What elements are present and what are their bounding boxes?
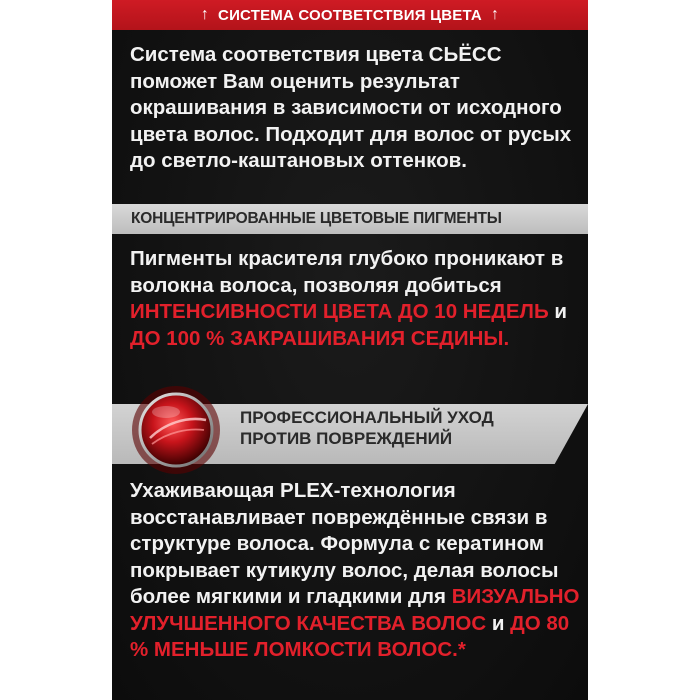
care-highlight-breakage: ДО 80 % МЕНЬШЕ ЛОМКОСТИ ВОЛОС.* [130, 611, 570, 661]
pigments-highlight-intensity: ИНТЕНСИВНОСТИ ЦВЕТА ДО 10 НЕДЕЛЬ [130, 300, 549, 323]
shield-emblem-icon [126, 380, 226, 480]
arrow-up-icon: ↑ [200, 6, 210, 23]
care-highlight-quality: ВИЗУАЛЬНО УЛУЧШЕННОГО КАЧЕСТВА ВОЛОС [130, 585, 580, 635]
product-info-panel [112, 0, 588, 700]
header-bar [112, 0, 588, 30]
header-title: СИСТЕМА СООТВЕТСТВИЯ ЦВЕТА [218, 6, 482, 24]
care-description: Ухаживающая PLEX-технология восстанавливает повреждённые связи в структуре волоса. Формула с кератином покрывает кутикулу волос, делая волосы более мягкими и гладкими для ВИЗУАЛЬНО УЛУЧШЕННОГО КАЧЕСТВА ВОЛОС и ДО 80 % МЕНЬШЕ ЛОМКОСТИ ВОЛОС.* [130, 479, 580, 661]
care-heading: ПРОФЕССИОНАЛЬНЫЙ УХОД ПРОТИВ ПОВРЕЖДЕНИЙ [240, 408, 494, 448]
pigments-heading: КОНЦЕНТРИРОВАННЫЕ ЦВЕТОВЫЕ ПИГМЕНТЫ [131, 210, 502, 227]
pigments-description: Пигменты красителя глубоко проникают в волокна волоса, позволяя добиться ИНТЕНСИВНОСТИ ЦВЕТА ДО 10 НЕДЕЛЬ и ДО 100 % ЗАКРАШИВАНИЯ СЕДИНЫ. [130, 247, 567, 350]
arrow-up-icon: ↑ [490, 6, 500, 23]
pigments-highlight-gray-coverage: ДО 100 % ЗАКРАШИВАНИЯ СЕДИНЫ. [130, 326, 510, 350]
pigments-heading-band [112, 204, 588, 234]
color-system-description: Система соответствия цвета СЬЁСС поможет Вам оценить результат окрашивания в зависимости от исходного цвета волос. Подходит для волос от русых до светло-каштановых оттенков. [130, 43, 572, 172]
